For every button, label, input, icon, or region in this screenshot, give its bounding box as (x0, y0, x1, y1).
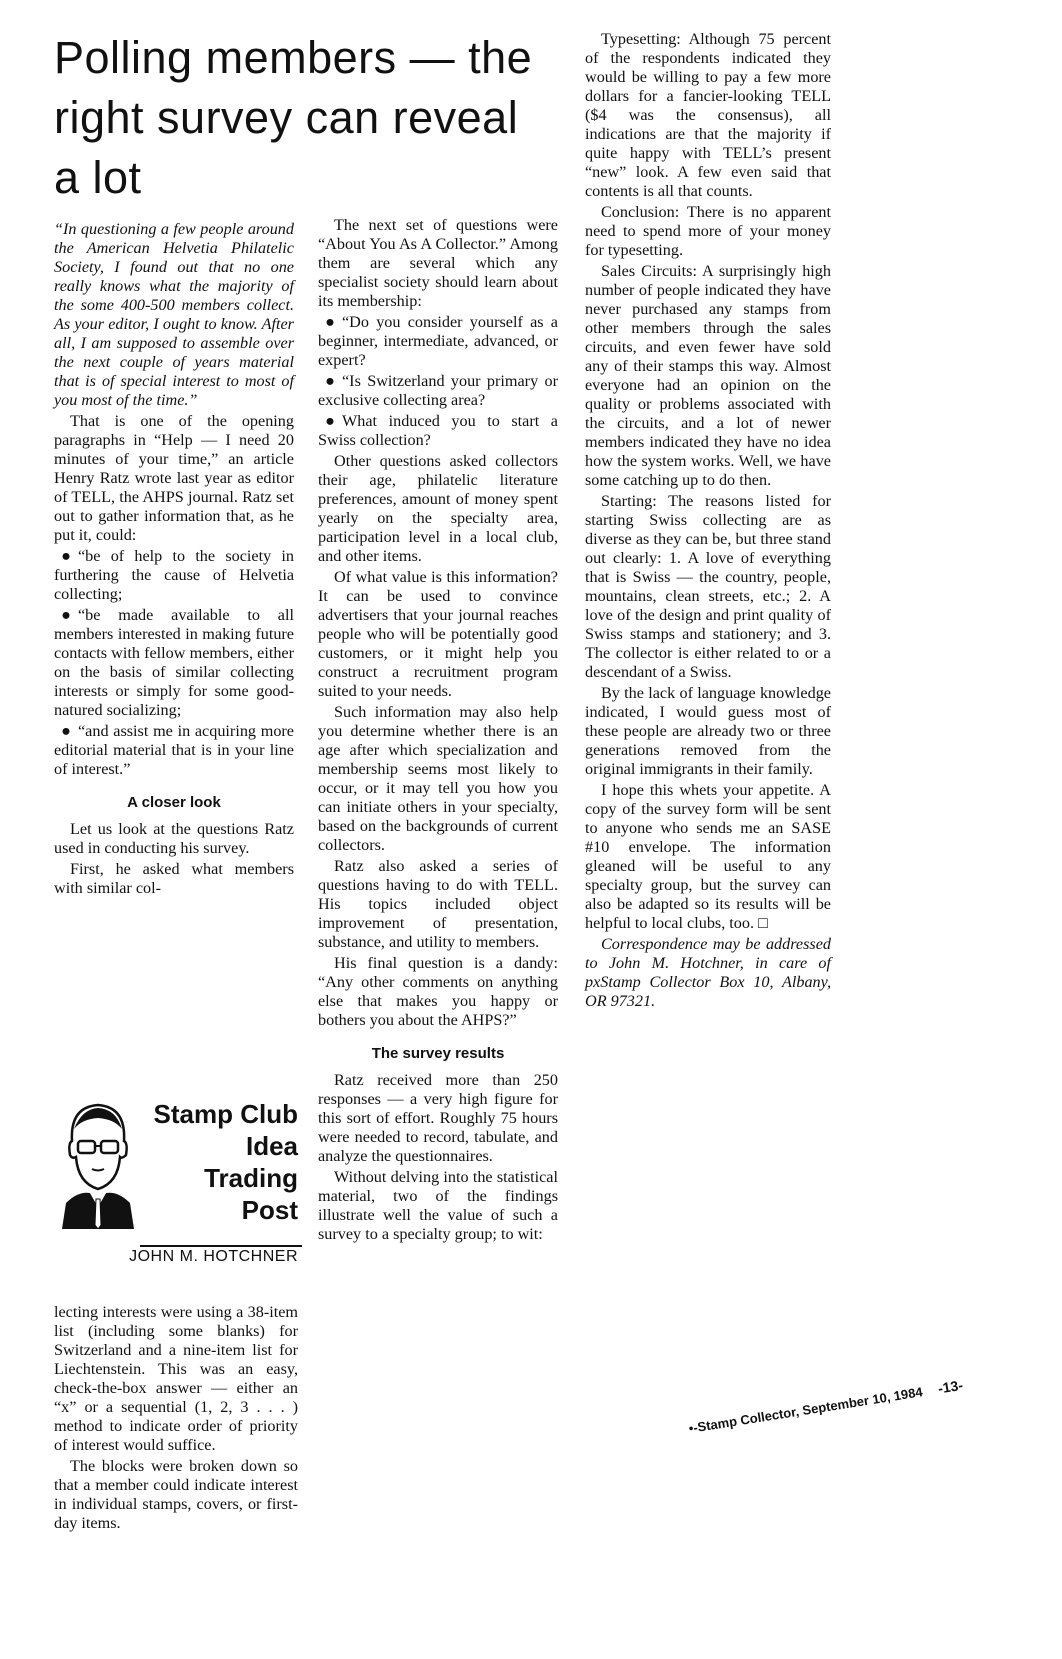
bullet-item: ● “be of help to the society in furthering the cause of Helvetia collecting; (54, 547, 294, 603)
logo-title-line: Post (241, 1195, 298, 1225)
subhead-closer-look: A closer look (127, 794, 221, 811)
bullet-icon: ● (325, 412, 335, 430)
column-1 (54, 220, 294, 900)
logo-divider (140, 1245, 302, 1247)
bullet-item: ● What induced you to start a Swiss collection? (318, 412, 558, 449)
byline: JOHN M. HOTCHNER (129, 1248, 298, 1265)
paragraph: By the lack of language knowledge indicated, I would guess most of these people are already two or three generations removed from the original immigrants in their family. (585, 684, 831, 778)
bullet-icon: ● (325, 372, 335, 390)
bullet-icon: ● (325, 313, 335, 331)
bullet-icon: ● (61, 547, 71, 565)
paragraph: His final question is a dandy: “Any other comments on anything else that makes you happy or bothers you about the AHPS?” (318, 954, 558, 1029)
paragraph: Without delving into the statistical material, two of the findings illustrate well the value of such a survey to a specialty group; to wit: (318, 1168, 558, 1243)
paragraph: lecting interests were using a 38-item list (including some blanks) for Switzerland and a nine-item list for Liechtenstein. This was an easy, check-the-box answer — either an “x” or a sequential (1, 2, 3 . . . ) method to indicate order of priority of interest would suffice. (54, 1303, 298, 1454)
bullet-item: ● “Do you consider yourself as a beginner, intermediate, advanced, or expert? (318, 313, 558, 369)
bullet-icon: ● (61, 606, 71, 624)
paragraph: The blocks were broken down so that a member could indicate interest in individual stamps, covers, or first-day items. (54, 1457, 298, 1532)
column-1-continued (54, 1303, 298, 1535)
column-logo (54, 1095, 302, 1265)
logo-title-line: Trading (204, 1163, 298, 1193)
logo-title-line: Idea (245, 1131, 298, 1161)
paragraph: Starting: The reasons listed for starting Swiss collecting are as diverse as they can be, but three stand out clearly: 1. A love of everything that is Swiss — the country, people, mountains, clean streets, etc.; 2. A love of the design and print quality of Swiss stamps and stationery; and 3. The collector is either related to or a descendant of a Swiss. (585, 492, 831, 681)
column-3 (585, 30, 831, 1013)
paragraph: Of what value is this information? It can be used to convince advertisers that your journal reaches people who will be potentially good customers, or it might help you construct a recruitment program suited to your needs. (318, 568, 558, 700)
subhead-survey-results: The survey results (371, 1045, 505, 1062)
logo-title-line: Stamp Club (153, 1099, 298, 1129)
pull-quote: “In questioning a few people around the American Helvetia Philatelic Society, I found out that no one really knows what the majority of the some 400-500 members collect. As your editor, I ought to know. After all, I am supposed to assemble over the next couple of years material that is of special interest to most of you most of the time.” (54, 220, 294, 409)
column-2 (318, 216, 558, 1246)
headline: Polling members — the right survey can reveal a lot (54, 32, 533, 203)
columnist-portrait-icon (58, 1099, 138, 1229)
page-number: -13- (936, 1376, 964, 1397)
paragraph: Sales Circuits: A surprisingly high number of people indicated they have never purchased any stamps from other members through the sales circuits, and even fewer have sold any of their stamps this way. Almost everyone had an opinion on the quality or problems associated with the circuits, and a lot of newer members indicated they have no idea how the system works. Well, we have some catching up to do then. (585, 262, 831, 489)
paragraph: Conclusion: There is no apparent need to spend more of your money for typesetting. (585, 203, 831, 259)
paragraph: Other questions asked collectors their age, philatelic literature preferences, amount of money spent yearly on the specialty area, participation level in a local club, and other items. (318, 452, 558, 565)
correspondence-note: Correspondence may be addressed to John M. Hotchner, in care of pxStamp Collector Box 10, Albany, OR 97321. (585, 935, 831, 1010)
bullet-item: ● “be made available to all members interested in making future contacts with fellow members, either on the basis of similar collecting interests or simply for some good-natured socializing; (54, 606, 294, 719)
bullet-item: ● “and assist me in acquiring more editorial material that is in your line of interest.” (54, 722, 294, 778)
paragraph: Such information may also help you determine whether there is an age after which specialization and membership seems most likely to occur, or it may tell you how you can initiate others in your specialty, based on the backgrounds of current collectors. (318, 703, 558, 854)
publication-credit: •-Stamp Collector, September 10, 1984 (687, 1384, 924, 1436)
bullet-item: ● “Is Switzerland your primary or exclusive collecting area? (318, 372, 558, 409)
paragraph: First, he asked what members with similar col- (54, 860, 294, 897)
bullet-icon: ● (61, 722, 71, 740)
paragraph: Ratz also asked a series of questions having to do with TELL. His topics included object improvement of presentation, substance, and utility to members. (318, 857, 558, 951)
page-footer (687, 1367, 1025, 1436)
paragraph: Typesetting: Although 75 percent of the respondents indicated they would be willing to pay a few more dollars for a fancier-looking TELL ($4 was the consensus), all indications are that the majority if quite happy with TELL’s present “new” look. A few even said that contents is all that counts. (585, 30, 831, 200)
paragraph: The next set of questions were “About You As A Collector.” Among them are several which any specialist society should learn about its membership: (318, 216, 558, 310)
paragraph: I hope this whets your appetite. A copy of the survey form will be sent to anyone who sends me an SASE #10 envelope. The information gleaned will be useful to any specialty group, but the survey can also be adapted so its results will be helpful to local clubs, too. □ (585, 781, 831, 932)
paragraph: That is one of the opening paragraphs in “Help — I need 20 minutes of your time,” an article Henry Ratz wrote last year as editor of TELL, the AHPS journal. Ratz set out to gather information that, as he put it, could: (54, 412, 294, 544)
paragraph: Let us look at the questions Ratz used in conducting his survey. (54, 820, 294, 857)
paragraph: Ratz received more than 250 responses — a very high figure for this sort of effort. Roughly 75 hours were needed to record, tabulate, and analyze the questionnaires. (318, 1071, 558, 1165)
